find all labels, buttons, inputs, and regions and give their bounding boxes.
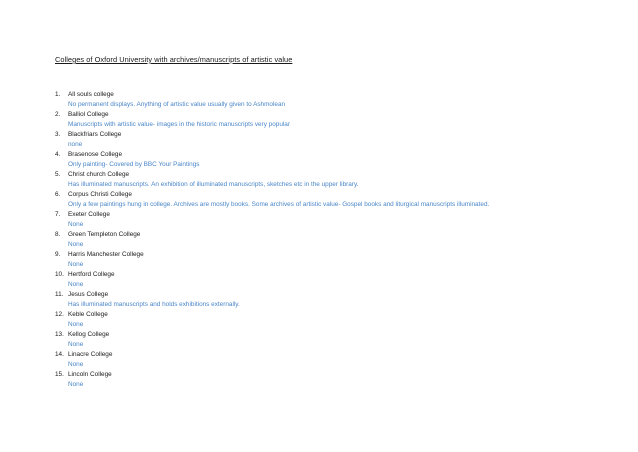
college-name: Exeter College <box>68 211 110 218</box>
college-note: None <box>68 361 84 368</box>
college-name: Corpus Christi College <box>68 191 132 198</box>
college-name: Keble College <box>68 311 108 318</box>
item-number: 11. <box>55 291 64 298</box>
item-number: 14. <box>55 351 64 358</box>
college-name: Linacre College <box>68 351 113 358</box>
list-item <box>55 170 615 190</box>
item-number: 3. <box>55 131 61 138</box>
list-item <box>55 290 615 310</box>
item-number: 9. <box>55 251 61 258</box>
college-note: No permanent displays. Anything of artistic value usually given to Ashmolean <box>68 101 286 108</box>
college-note: None <box>68 321 84 328</box>
college-note: None <box>68 281 84 288</box>
college-note: Only painting- Covered by BBC Your Paintings <box>68 161 200 168</box>
college-name: Jesus College <box>68 291 109 298</box>
list-item <box>55 150 615 170</box>
college-note: none <box>68 141 83 148</box>
college-name: Blackfriars College <box>68 131 122 138</box>
item-number: 10. <box>55 271 64 278</box>
college-name: Balliol College <box>68 111 109 118</box>
list-item <box>55 190 615 210</box>
item-number: 7. <box>55 211 61 218</box>
college-note: None <box>68 221 84 228</box>
college-name: Lincoln College <box>68 371 112 378</box>
college-note: Has illuminated manuscripts. An exhibition of illuminated manuscripts, sketches etc in the upper library. <box>68 181 359 188</box>
list-item <box>55 370 615 390</box>
college-name: Green Templeton College <box>68 231 141 238</box>
college-name: Hertford College <box>68 271 115 278</box>
list-item <box>55 250 615 270</box>
list-item <box>55 230 615 250</box>
college-note: Only a few paintings hung in college. Archives are mostly books. Some archives of artistic value- Gospel books and liturgical manuscripts illuminated. <box>68 201 490 208</box>
college-name: Harris Manchester College <box>68 251 144 258</box>
college-list <box>55 90 615 390</box>
list-item <box>55 130 615 150</box>
college-name: Christ church College <box>68 171 130 178</box>
item-number: 1. <box>55 91 61 98</box>
list-item <box>55 310 615 330</box>
item-number: 2. <box>55 111 61 118</box>
item-number: 12. <box>55 311 64 318</box>
list-item <box>55 330 615 350</box>
college-name: Kellog College <box>68 331 110 338</box>
college-note: None <box>68 261 84 268</box>
college-name: All souls college <box>68 91 114 98</box>
item-number: 5. <box>55 171 61 178</box>
item-number: 6. <box>55 191 61 198</box>
college-note: None <box>68 241 84 248</box>
item-number: 13. <box>55 331 64 338</box>
item-number: 4. <box>55 151 61 158</box>
list-item <box>55 270 615 290</box>
college-note: None <box>68 341 84 348</box>
list-item <box>55 90 615 110</box>
list-item <box>55 210 615 230</box>
item-number: 8. <box>55 231 61 238</box>
list-item <box>55 110 615 130</box>
item-number: 15. <box>55 371 64 378</box>
document-title: Colleges of Oxford University with archives/manuscripts of artistic value <box>55 55 293 64</box>
college-note: Has illuminated manuscripts and holds exhibitions externally. <box>68 301 240 308</box>
list-item <box>55 350 615 370</box>
college-name: Brasenose College <box>68 151 122 158</box>
college-note: None <box>68 381 84 388</box>
college-note: Manuscripts with artistic value- images in the historic manuscripts very popular <box>68 121 290 128</box>
